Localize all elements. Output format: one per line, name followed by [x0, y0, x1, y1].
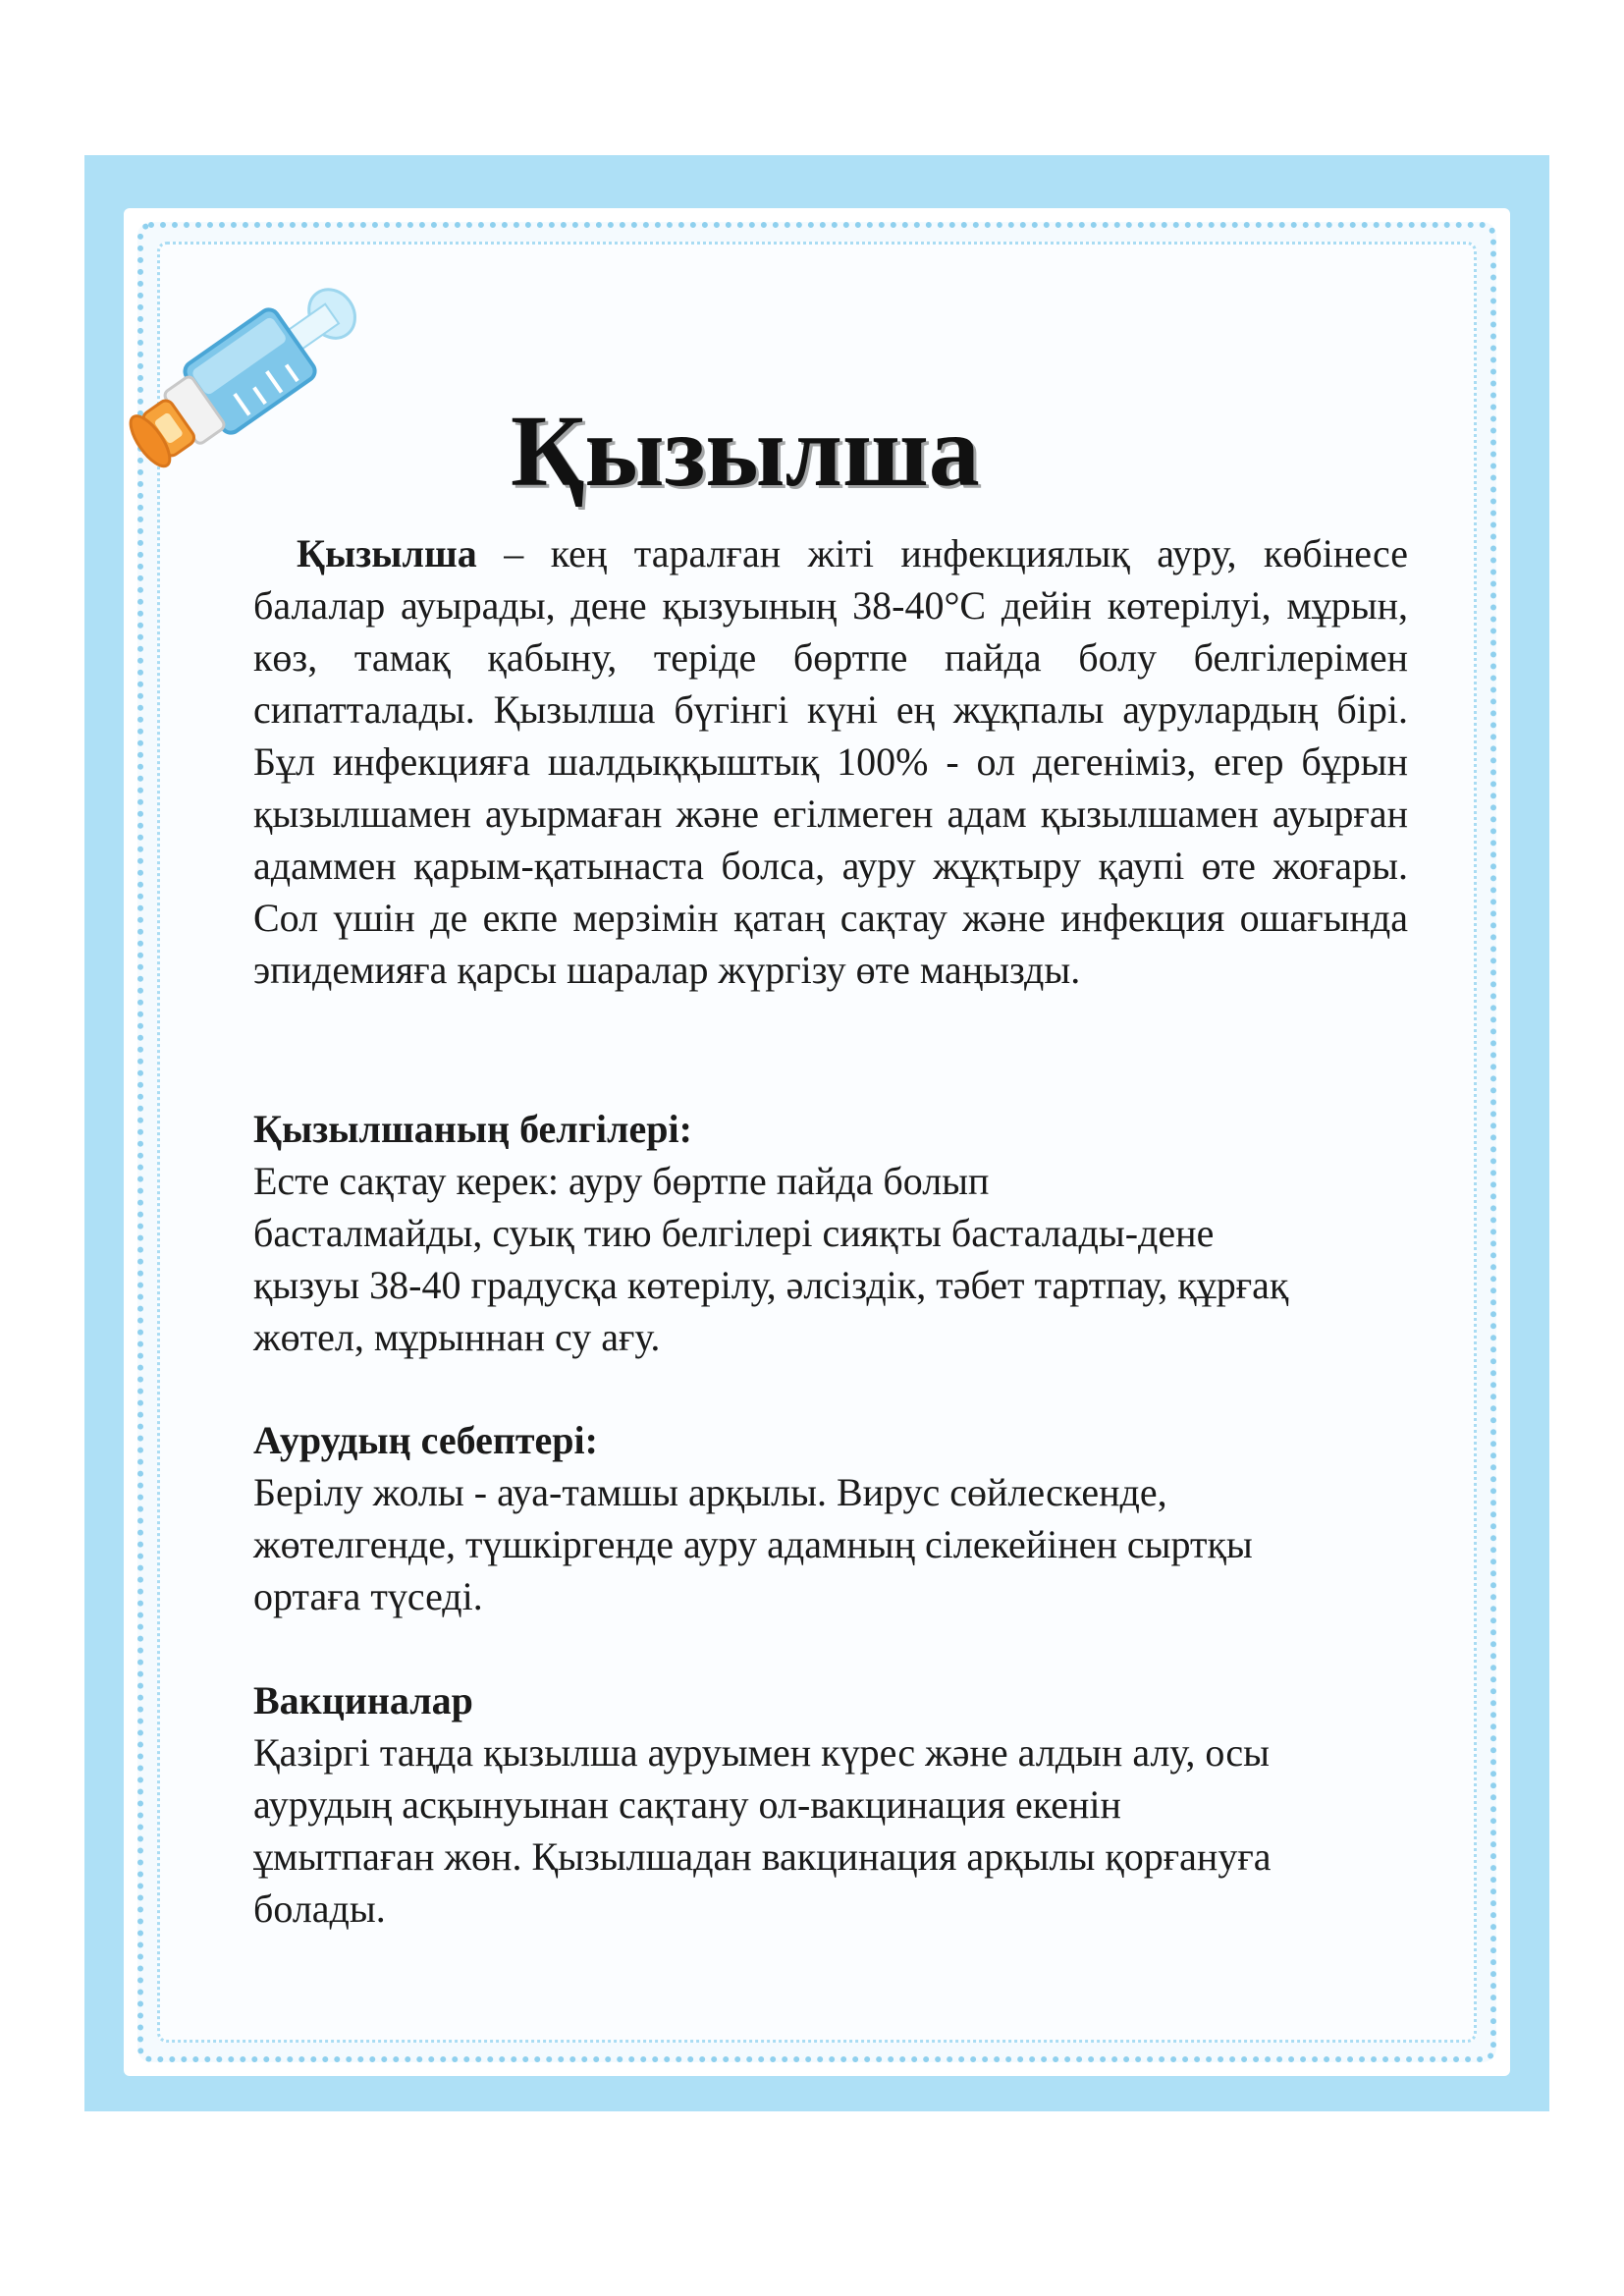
- section-line: аурудың асқынуынан сақтану ол-вакцинация екенін: [253, 1782, 1121, 1827]
- page-title: Қызылша: [511, 395, 980, 508]
- section-line: қызуы 38-40 градусқа көтерілу, әлсіздік, тәбет тартпау, құрғақ: [253, 1263, 1289, 1307]
- section-line: жөтел, мұрыннан су ағу.: [253, 1315, 661, 1359]
- section-line: Берілу жолы - ауа-тамшы арқылы. Вирус сөйлескенде,: [253, 1470, 1167, 1514]
- section-line: ортаға түседі.: [253, 1574, 483, 1618]
- section-line: Қазіргі таңда қызылша ауруымен күрес және алдын алу, осы: [253, 1730, 1271, 1775]
- section-vaccines: [253, 1674, 1382, 1935]
- intro-paragraph: [253, 527, 1408, 996]
- intro-text: – кең таралған жіті инфекциялық ауру, көбінесе балалар ауырады, дене қызуының 38-40°C дейін көтерілуі, мұрын, көз, тамақ қабыну, теріде бөртпе пайда болу белгілерімен сипатталады. Қызылша бүгінгі күні ең жұқпалы аурулардың бірі. Бұл инфекцияға шалдыққыштық 100% - ол дегеніміз, егер бұрын қызылшамен ауырмаған және егілмеген адам қызылшамен ауырған адаммен қарым-қатынаста болса, ауру жұқтыру қаупі өте жоғары. Сол үшін де екпе мерзімін қатаң сақтау және инфекция ошағында эпидемияға қарсы шаралар жүргізу өте маңызды.: [253, 531, 1408, 992]
- section-line: басталмайды, суық тию белгілері сияқты басталады-дене: [253, 1211, 1215, 1255]
- section-line: ұмытпаған жөн. Қызылшадан вакцинация арқылы қорғануға: [253, 1834, 1272, 1879]
- intro-term: Қызылша: [297, 531, 477, 575]
- section-line: Есте сақтау керек: ауру бөртпе пайда болып: [253, 1159, 990, 1203]
- section-causes: [253, 1414, 1382, 1622]
- section-heading: Аурудың себептері:: [253, 1418, 598, 1462]
- section-line: болады.: [253, 1886, 386, 1931]
- section-heading: Қызылшаның белгілері:: [253, 1107, 692, 1151]
- section-line: жөтелгенде, түшкіргенде ауру адамның сілекейінен сыртқы: [253, 1522, 1253, 1566]
- syringe-icon: [104, 216, 418, 511]
- section-heading: Вакциналар: [253, 1678, 473, 1722]
- section-symptoms: [253, 1103, 1382, 1363]
